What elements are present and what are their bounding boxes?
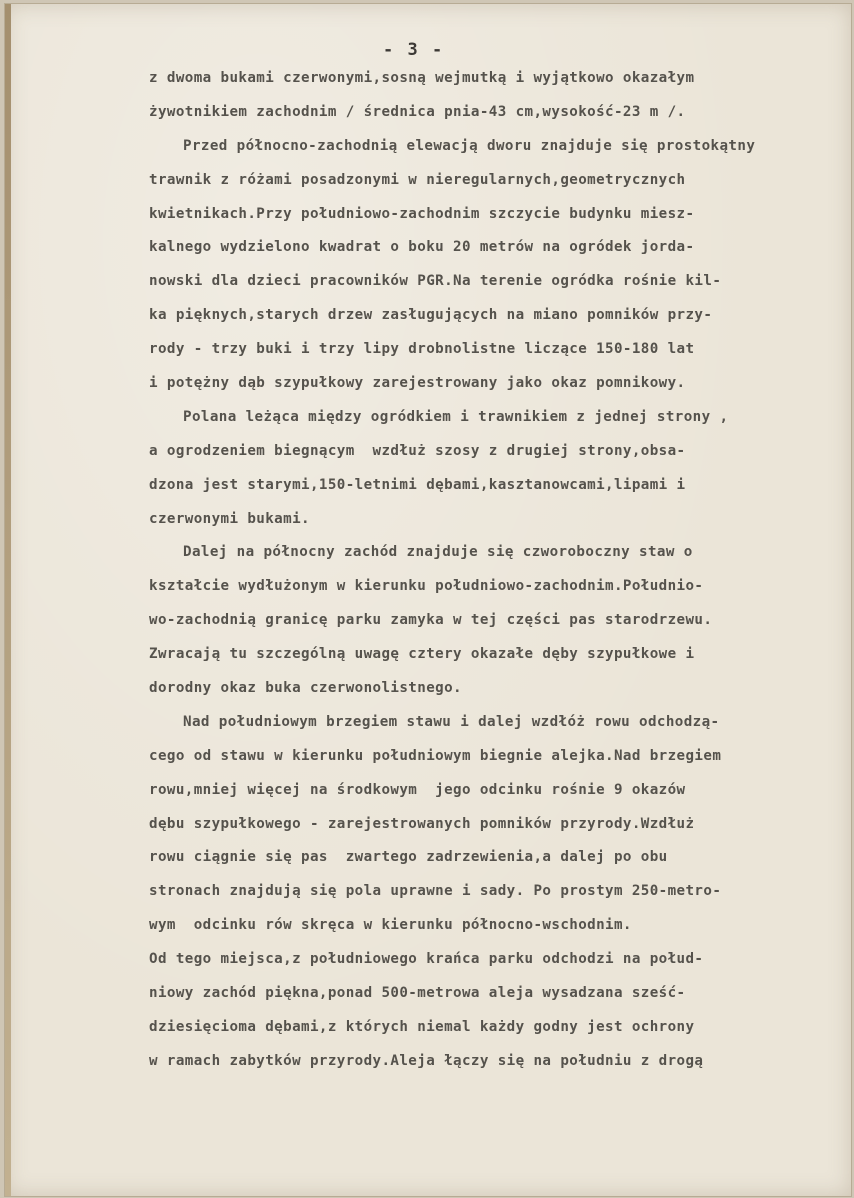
paper-edge (5, 4, 11, 1196)
text-line: ka pięknych,starych drzew zasługujących na miano pomników przy- (149, 307, 713, 324)
document-page (4, 3, 852, 1197)
text-line: trawnik z różami posadzonymi w nieregularnych,geometrycznych (149, 171, 686, 188)
text-line: żywotnikiem zachodnim / średnica pnia-43 cm,wysokość-23 m /. (149, 103, 686, 120)
text-line: i potężny dąb szypułkowy zarejestrowany jako okaz pomnikowy. (149, 375, 686, 392)
text-line: rowu ciągnie się pas zwartego zadrzewienia,a dalej po obu (149, 849, 668, 866)
text-line: stronach znajdują się pola uprawne i sady. Po prostym 250-metro- (149, 883, 722, 900)
page-number: - 3 - (383, 40, 445, 60)
text-line: czerwonymi bukami. (149, 510, 310, 527)
text-line: Polana leżąca między ogródkiem i trawnikiem z jednej strony , (183, 408, 729, 425)
text-line: w ramach zabytków przyrody.Aleja łączy się na południu z drogą (149, 1052, 704, 1069)
text-line: wym odcinku rów skręca w kierunku północno-wschodnim. (149, 917, 632, 934)
text-line: rowu,mniej więcej na środkowym jego odcinku rośnie 9 okazów (149, 781, 686, 798)
text-line: nowski dla dzieci pracowników PGR.Na terenie ogródka rośnie kil- (149, 273, 722, 290)
text-line: z dwoma bukami czerwonymi,sosną wejmutką i wyjątkowo okazałym (149, 70, 695, 86)
text-line: kwietnikach.Przy południowo-zachodnim szczycie budynku miesz- (149, 205, 695, 222)
text-line: Nad południowym brzegiem stawu i dalej wzdłóż rowu odchodzą- (183, 713, 720, 730)
text-line: Przed północno-zachodnią elewacją dworu znajduje się prostokątny (183, 137, 756, 154)
text-line: dziesięcioma dębami,z których niemal każdy godny jest ochrony (149, 1018, 695, 1035)
text-line: rody - trzy buki i trzy lipy drobnolistne liczące 150-180 lat (149, 341, 695, 358)
text-line: Dalej na północny zachód znajduje się czworoboczny staw o (183, 544, 693, 561)
text-line: niowy zachód piękna,ponad 500-metrowa aleja wysadzana sześć- (149, 985, 686, 1002)
text-line: dorodny okaz buka czerwonolistnego. (149, 680, 462, 697)
text-line: Zwracają tu szczególną uwagę cztery okazałe dęby szypułkowe i (149, 646, 695, 663)
text-line: dębu szypułkowego - zarejestrowanych pomników przyrody.Wzdłuż (149, 815, 695, 832)
text-line: dzona jest starymi,150-letnimi dębami,kasztanowcami,lipami i (149, 476, 686, 493)
typed-text-body (149, 62, 829, 1079)
text-line: a ogrodzeniem biegnącym wzdłuż szosy z drugiej strony,obsa- (149, 442, 686, 459)
text-line: cego od stawu w kierunku południowym biegnie alejka.Nad brzegiem (149, 747, 722, 764)
text-line: wo-zachodnią granicę parku zamyka w tej części pas starodrzewu. (149, 612, 713, 629)
text-line: kształcie wydłużonym w kierunku południowo-zachodnim.Południo- (149, 578, 704, 595)
text-line: Od tego miejsca,z południowego krańca parku odchodzi na połud- (149, 951, 704, 968)
text-line: kalnego wydzielono kwadrat o boku 20 metrów na ogródek jorda- (149, 239, 695, 256)
